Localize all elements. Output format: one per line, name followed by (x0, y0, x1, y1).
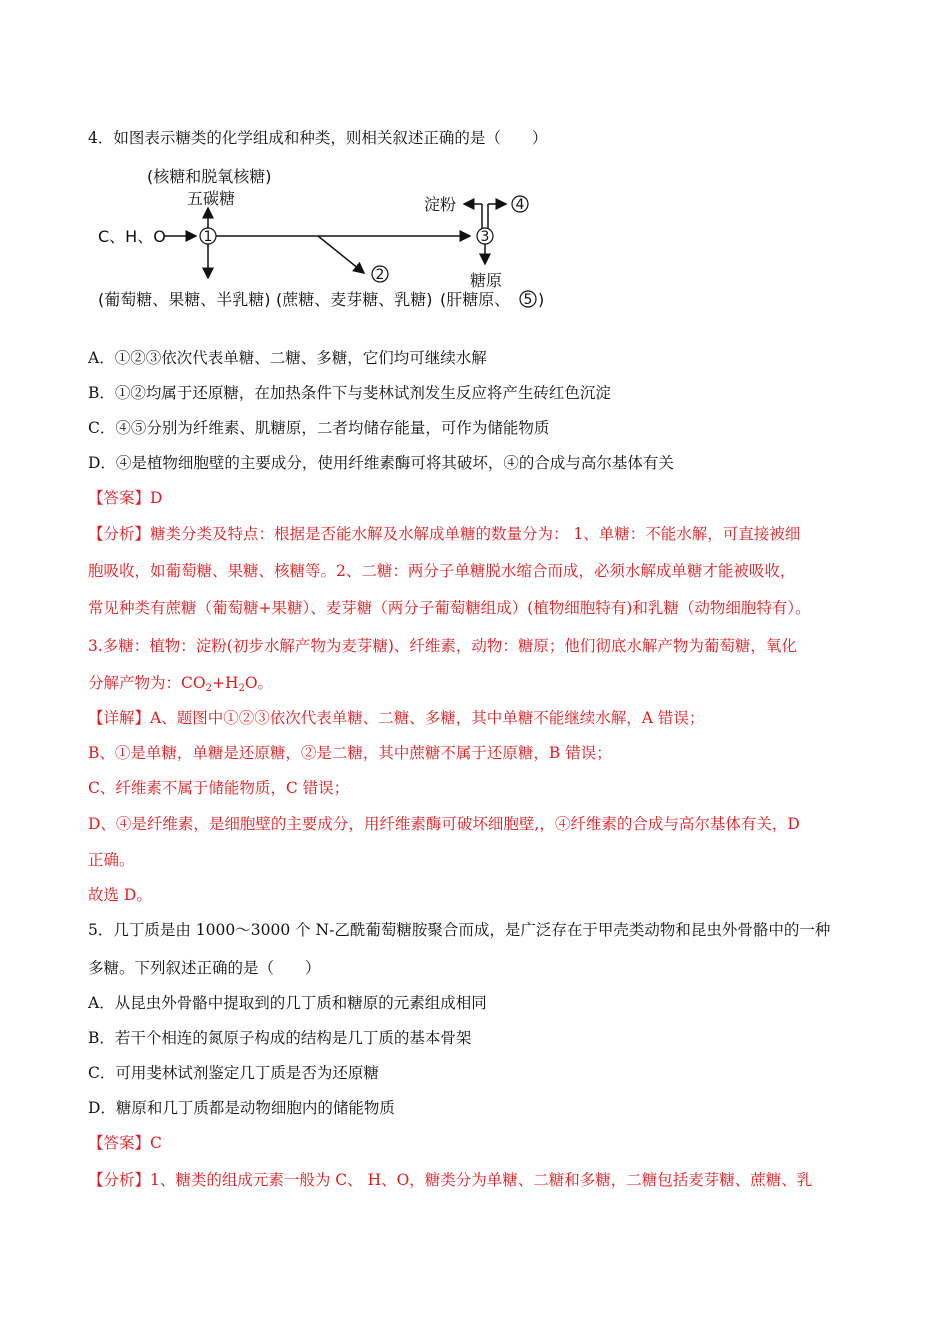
q5-stem-line: 5．几丁质是由 1000～3000 个 N-乙酰葡萄糖胺聚合而成，是广泛存在于甲壳类动物和昆虫外骨骼中的一种 (88, 921, 831, 939)
q4-answer: 【答案】D (88, 489, 163, 507)
node-5-label: 5 (523, 292, 533, 308)
q5-option-d: D．糖原和几丁质都是动物细胞内的储能物质 (88, 1099, 395, 1117)
diagram-glycogen-label: 糖原 (470, 271, 503, 290)
q4-detail-conclusion: 故选 D。 (88, 886, 152, 904)
diagram-polysaccharide-group-suffix: ) (538, 290, 545, 309)
diagram-starch-label: 淀粉 (424, 195, 457, 214)
q4-detail-line: 【详解】A、题图中①②③依次代表单糖、二糖、多糖，其中单糖不能继续水解，A 错误； (88, 709, 705, 727)
q4-detail-line: B、①是单糖，单糖是还原糖，②是二糖，其中蔗糖不属于还原糖，B 错误； (88, 744, 612, 762)
arrow-to-2 (318, 236, 364, 273)
q5-analysis: 【分析】1、糖类的组成元素一般为 C、 H、O，糖类分为单糖、二糖和多糖，二糖包括麦芽糖、蔗糖、乳 (88, 1171, 813, 1189)
q5-stem-line: 多糖。下列叙述正确的是（ ） (88, 959, 321, 977)
q5-answer: 【答案】C (88, 1134, 162, 1152)
diagram-monosaccharide-group: (葡萄糖、果糖、半乳糖) (98, 290, 271, 309)
q4-option-d: D．④是植物细胞壁的主要成分，使用纤维素酶可将其破坏，④的合成与高尔基体有关 (88, 454, 674, 472)
node-4-label: 4 (515, 197, 525, 213)
q5-option-b: B．若干个相连的氮原子构成的结构是几丁质的基本骨架 (88, 1029, 472, 1047)
diagram-elements-label: C、H、O (98, 227, 166, 246)
diagram-top-label: (核糖和脱氧核糖) (147, 167, 272, 186)
diagram-five-carbon-label: 五碳糖 (187, 189, 236, 208)
q4-option-a: A．①②③依次代表单糖、二糖、多糖，它们均可继续水解 (88, 349, 487, 367)
diagram-polysaccharide-group-prefix: (肝糖原、 (440, 290, 511, 309)
q4-option-b: B．①②均属于还原糖，在加热条件下与斐林试剂发生反应将产生砖红色沉淀 (88, 384, 611, 402)
sugar-classification-diagram (92, 160, 562, 320)
diagram-disaccharide-group: (蔗糖、麦芽糖、乳糖) (276, 290, 433, 309)
q4-analysis-line: 【分析】糖类分类及特点：根据是否能水解及水解成单糖的数量分为： 1、单糖：不能水解，可直接被细 (88, 525, 801, 543)
q4-stem: 4．如图表示糖类的化学组成和种类，则相关叙述正确的是（ ） (88, 129, 548, 147)
q4-detail-line: C、纤维素不属于储能物质，C 错误； (88, 779, 350, 797)
q4-analysis-line: 3.多糖：植物：淀粉(初步水解产物为麦芽糖)、纤维素，动物：糖原；他们彻底水解产物为葡萄糖，氧化 (88, 637, 797, 655)
q4-detail-line: 正确。 (88, 851, 135, 869)
q4-analysis-line: 常见种类有蔗糖（葡萄糖+果糖）、麦芽糖（两分子葡萄糖组成）(植物细胞特有)和乳糖（动物细胞特有）。 (88, 599, 811, 617)
node-2-label: 2 (375, 267, 385, 283)
q5-option-c: C．可用斐林试剂鉴定几丁质是否为还原糖 (88, 1064, 379, 1082)
q4-option-c: C．④⑤分别为纤维素、肌糖原，二者均储存能量，可作为储能物质 (88, 419, 550, 437)
node-3-label: 3 (480, 229, 490, 245)
q4-detail-line: D、④是纤维素，是细胞壁的主要成分，用纤维素酶可破坏细胞壁,，④纤维素的合成与高尔基体有关，D (88, 815, 800, 833)
q5-option-a: A．从昆虫外骨骼中提取到的几丁质和糖原的元素组成相同 (88, 994, 487, 1012)
node-1-label: 1 (203, 229, 213, 245)
q4-analysis-formula-line: 分解产物为：$CO_2+H_2O$。 (88, 674, 274, 694)
q4-analysis-line: 胞吸收，如葡萄糖、果糖、核糖等。2、二糖：两分子单糖脱水缩合而成，必须水解成单糖才能被吸收， (88, 562, 796, 580)
